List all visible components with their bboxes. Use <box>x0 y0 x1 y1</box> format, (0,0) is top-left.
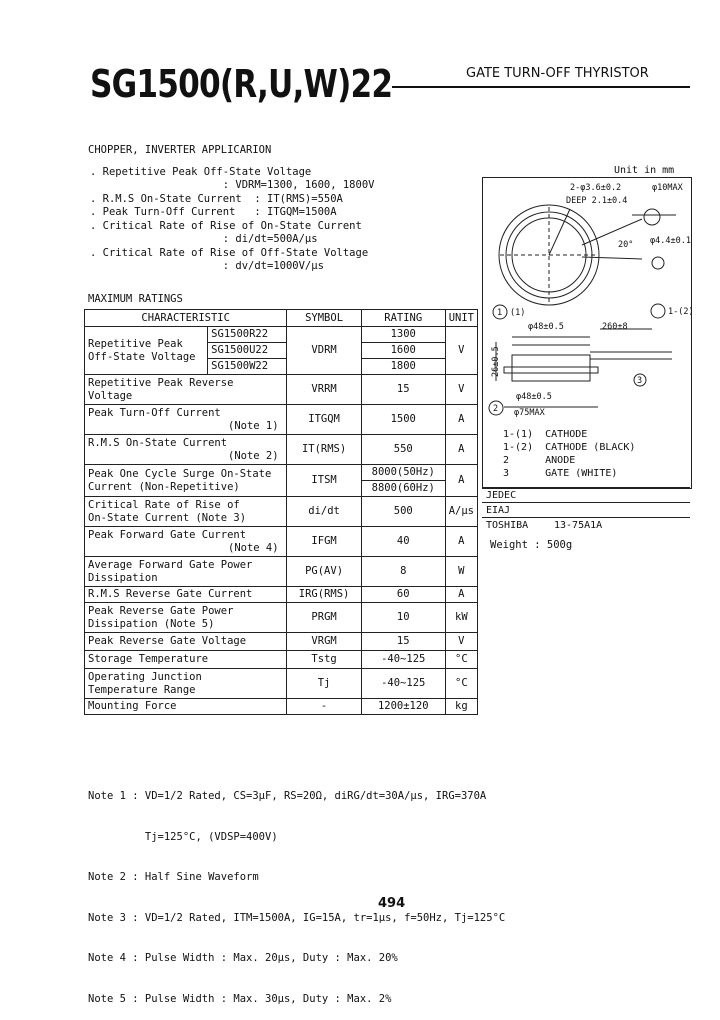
note-line: Note 3 : VD=1/2 Rated, ITM=1500A, IG=15A, tr=1μs, f=50Hz, Tj=125°C <box>88 911 506 924</box>
variant-name: SG1500U22 <box>208 343 287 359</box>
vdrm-label-line2: Off-State Voltage <box>88 350 196 363</box>
char-line1: R.M.S Reverse Gate Current <box>88 588 253 600</box>
characteristic-cell <box>85 375 287 405</box>
variant-name: SG1500W22 <box>208 359 287 375</box>
unit-cell: A <box>445 405 477 435</box>
callout-1-1: (1) <box>510 308 526 318</box>
unit-cell: V <box>445 375 477 405</box>
pkg-value: 13-75A1A <box>550 518 690 533</box>
dim-20deg: 20° <box>618 240 634 250</box>
callout-3: 3 <box>637 376 643 386</box>
characteristic-cell <box>85 669 287 699</box>
char-line1: Operating Junction <box>88 670 202 683</box>
symbol-cell: IFGM <box>287 527 361 557</box>
characteristic-cell <box>85 557 287 587</box>
max-ratings-table <box>84 309 478 715</box>
unit-cell: A/μs <box>445 497 477 527</box>
symbol-cell: - <box>287 699 361 715</box>
char-line1: Peak Turn-Off Current <box>88 406 221 419</box>
max-ratings-heading: MAXIMUM RATINGS <box>88 293 183 305</box>
unit-cell: W <box>445 557 477 587</box>
symbol-cell: ITGQM <box>287 405 361 435</box>
vdrm-label-line1: Repetitive Peak <box>88 337 183 350</box>
dim-75: φ75MAX <box>514 408 545 418</box>
legend-line: 3 GATE (WHITE) <box>503 468 618 479</box>
header-symbol: SYMBOL <box>287 310 361 327</box>
gate-lug <box>644 209 660 225</box>
notes-block <box>88 763 505 1020</box>
table-row <box>85 375 478 405</box>
characteristic-cell <box>85 465 287 497</box>
rating-cell: -40~125 <box>361 669 445 699</box>
characteristic-cell <box>85 527 287 557</box>
table-header-row <box>85 310 478 327</box>
variant-rating: 1600 <box>361 343 445 359</box>
characteristic-cell <box>85 587 287 603</box>
note-line: Note 2 : Half Sine Waveform <box>88 871 259 883</box>
dim-261: 26±0.5 <box>491 346 501 377</box>
pkg-key: EIAJ <box>482 503 550 518</box>
characteristic-cell <box>85 435 287 465</box>
feature-line: . Repetitive Peak Off-State Voltage <box>90 166 312 178</box>
table-row <box>482 488 690 503</box>
page-number: 494 <box>378 896 406 911</box>
table-row <box>85 435 478 465</box>
legend-line: 1-(2) CATHODE (BLACK) <box>503 442 636 453</box>
table-row <box>482 518 690 533</box>
rating-cell: 500 <box>361 497 445 527</box>
vdrm-symbol: VDRM <box>287 327 361 375</box>
rating-cell: 8000(50Hz) <box>361 465 445 481</box>
unit-cell: A <box>445 435 477 465</box>
header-characteristic: CHARACTERISTIC <box>85 310 287 327</box>
table-row <box>85 669 478 699</box>
characteristic-cell <box>85 651 287 669</box>
dim-260: 260±8 <box>602 322 628 332</box>
table-row <box>85 327 478 343</box>
rating-cell: -40~125 <box>361 651 445 669</box>
unit-cell: V <box>445 633 477 651</box>
symbol-cell: di/dt <box>287 497 361 527</box>
weight-label: Weight : 500g <box>490 539 573 551</box>
feature-line: . Peak Turn-Off Current : ITGQM=1500A <box>90 206 337 218</box>
table-row <box>85 699 478 715</box>
characteristic-cell <box>85 497 287 527</box>
note-line: Note 4 : Pulse Width : Max. 20μs, Duty : Max. 20% <box>88 952 398 964</box>
vdrm-unit: V <box>445 327 477 375</box>
char-line2: Current (Non-Repetitive) <box>88 480 240 493</box>
char-line2: Dissipation <box>88 571 158 584</box>
char-line1: Critical Rate of Rise of <box>88 498 240 511</box>
unit-cell: °C <box>445 651 477 669</box>
note-line: Note 5 : Pulse Width : Max. 30μs, Duty : Max. 2% <box>88 992 392 1005</box>
rating-cell: 550 <box>361 435 445 465</box>
symbol-cell: IRG(RMS) <box>287 587 361 603</box>
device-type: GATE TURN-OFF THYRISTOR <box>466 66 649 81</box>
table-row <box>85 603 478 633</box>
char-line1: Mounting Force <box>88 700 177 712</box>
symbol-cell: Tstg <box>287 651 361 669</box>
table-row <box>85 465 478 481</box>
title-rule <box>392 86 690 88</box>
characteristic-cell <box>85 633 287 651</box>
feature-line: : di/dt=500A/μs <box>90 233 318 245</box>
pkg-key: JEDEC <box>482 488 550 503</box>
char-line2: On-State Current (Note 3) <box>88 511 247 524</box>
callout-2: 2 <box>493 404 499 414</box>
table-row <box>85 557 478 587</box>
application-line: CHOPPER, INVERTER APPLICARION <box>88 144 272 156</box>
char-line1: Storage Temperature <box>88 653 209 665</box>
symbol-cell: PRGM <box>287 603 361 633</box>
cathode-lug <box>652 257 664 269</box>
dim-44: φ4.4±0.1 <box>650 236 691 246</box>
symbol-cell: VRRM <box>287 375 361 405</box>
rating-cell: 15 <box>361 375 445 405</box>
package-body <box>512 355 590 381</box>
rating-cell: 1500 <box>361 405 445 435</box>
rating-cell: 15 <box>361 633 445 651</box>
dim-depth: DEEP 2.1±0.4 <box>566 196 628 206</box>
table-row <box>85 633 478 651</box>
characteristic-cell <box>85 405 287 435</box>
rating-cell: 10 <box>361 603 445 633</box>
char-line1: Repetitive Peak Reverse <box>88 376 234 389</box>
feature-line: : dv/dt=1000V/μs <box>90 260 324 272</box>
outline-drawing <box>482 177 694 427</box>
char-line2: (Note 1) <box>228 419 279 432</box>
legend-line: 1-(1) CATHODE <box>503 429 588 440</box>
header-rating: RATING <box>361 310 445 327</box>
unit-cell: A <box>445 465 477 497</box>
unit-cell: A <box>445 527 477 557</box>
char-line1: Peak Forward Gate Current <box>88 528 247 541</box>
callout-1-2: 1-(2) <box>668 307 694 317</box>
legend-line: 2 ANODE <box>503 455 576 466</box>
rating-cell: 8 <box>361 557 445 587</box>
table-row <box>482 503 690 518</box>
pkg-key: TOSHIBA <box>482 518 550 533</box>
char-line2: (Note 4) <box>228 541 279 554</box>
variant-rating: 1300 <box>361 327 445 343</box>
char-line1: Peak One Cycle Surge On-State <box>88 467 272 480</box>
symbol-cell: VRGM <box>287 633 361 651</box>
table-row <box>85 405 478 435</box>
unit-cell: °C <box>445 669 477 699</box>
rating-cell: 40 <box>361 527 445 557</box>
table-row <box>85 527 478 557</box>
char-line1: Peak Reverse Gate Power <box>88 604 234 617</box>
feature-line: . R.M.S On-State Current : IT(RMS)=550A <box>90 193 343 205</box>
rating-cell: 1200±120 <box>361 699 445 715</box>
unit-cell: kg <box>445 699 477 715</box>
table-row <box>85 497 478 527</box>
char-line1: Average Forward Gate Power <box>88 558 253 571</box>
vdrm-label <box>85 327 208 375</box>
dim-holes: 2-φ3.6±0.2 <box>570 183 622 193</box>
unit-cell: kW <box>445 603 477 633</box>
pkg-value <box>550 488 690 503</box>
char-line2: (Note 2) <box>228 449 279 462</box>
char-line2: Temperature Range <box>88 683 196 696</box>
symbol-cell: IT(RMS) <box>287 435 361 465</box>
feature-line: . Critical Rate of Rise of On-State Current <box>90 220 362 232</box>
char-line1: Peak Reverse Gate Voltage <box>88 635 247 647</box>
callout-1-2-circle <box>651 304 665 318</box>
symbol-cell: ITSM <box>287 465 361 497</box>
table-row <box>85 651 478 669</box>
feature-line: : VDRM=1300, 1600, 1800V <box>90 179 375 191</box>
rating-cell: 8800(60Hz) <box>361 481 445 497</box>
variant-name: SG1500R22 <box>208 327 287 343</box>
note-line: Tj=125°C, (VDSP=400V) <box>88 830 278 843</box>
header-unit: UNIT <box>445 310 477 327</box>
dim-48a: φ48±0.5 <box>528 322 564 332</box>
note-line: Note 1 : VD=1/2 Rated, CS=3μF, RS=20Ω, diRG/dt=30A/μs, IRG=370A <box>88 790 487 802</box>
pkg-value <box>550 503 690 518</box>
variant-rating: 1800 <box>361 359 445 375</box>
char-line2: Voltage <box>88 389 133 402</box>
characteristic-cell <box>85 699 287 715</box>
char-line1: R.M.S On-State Current <box>88 436 228 449</box>
unit-cell: A <box>445 587 477 603</box>
symbol-cell: Tj <box>287 669 361 699</box>
characteristic-cell <box>85 603 287 633</box>
callout-1: 1 <box>497 308 503 318</box>
dim-48b: φ48±0.5 <box>516 392 552 402</box>
dim-10max: φ10MAX <box>652 183 683 193</box>
part-number-title: SG1500(R,U,W)22 <box>90 62 393 106</box>
rating-cell: 60 <box>361 587 445 603</box>
table-row <box>85 587 478 603</box>
package-standards-table <box>482 487 690 532</box>
symbol-cell: PG(AV) <box>287 557 361 587</box>
unit-label: Unit in mm <box>614 165 675 176</box>
char-line2: Dissipation (Note 5) <box>88 617 215 630</box>
feature-line: . Critical Rate of Rise of Off-State Voltage <box>90 247 369 259</box>
